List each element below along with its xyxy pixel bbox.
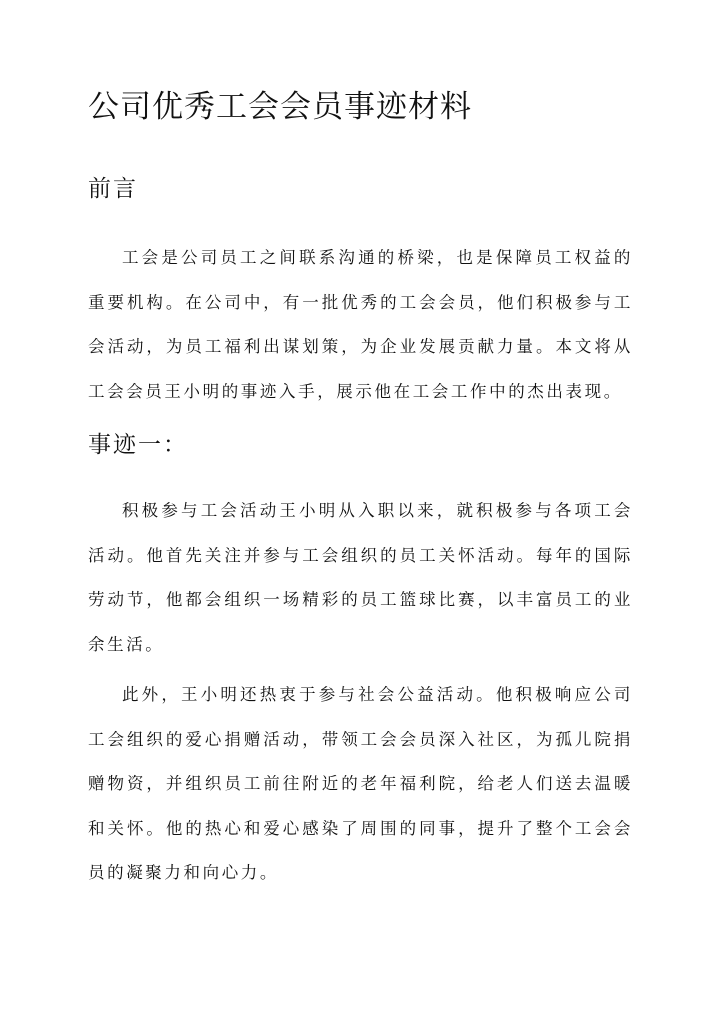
deed-one-paragraph-1: 积极参与工会活动王小明从入职以来，就积极参与各项工会活动。他首先关注并参与工会组织的员工关怀活动。每年的国际劳动节，他都会组织一场精彩的员工篮球比赛，以丰富员工的业余生活。: [88, 501, 633, 654]
section-heading-deed-one: 事迹一：: [88, 432, 188, 458]
intro-paragraph: 工会是公司员工之间联系沟通的桥梁，也是保障员工权益的重要机构。在公司中，有一批优秀的工会会员，他们积极参与工会活动，为员工福利出谋划策，为企业发展贡献力量。本文将从工会会员王小明的事迹入手，展示他在工会工作中的杰出表现。: [88, 248, 633, 401]
section-heading-intro: 前言: [88, 176, 138, 202]
deed-one-paragraph-2: 此外，王小明还热衷于参与社会公益活动。他积极响应公司工会组织的爱心捐赠活动，带领工会会员深入社区，为孤儿院捐赠物资，并组织员工前往附近的老年福利院，给老人们送去温暖和关怀。他的热心和爱心感染了周围的同事，提升了整个工会会员的凝聚力和向心力。: [88, 685, 633, 882]
document-title: 公司优秀工会会员事迹材料: [88, 89, 472, 125]
